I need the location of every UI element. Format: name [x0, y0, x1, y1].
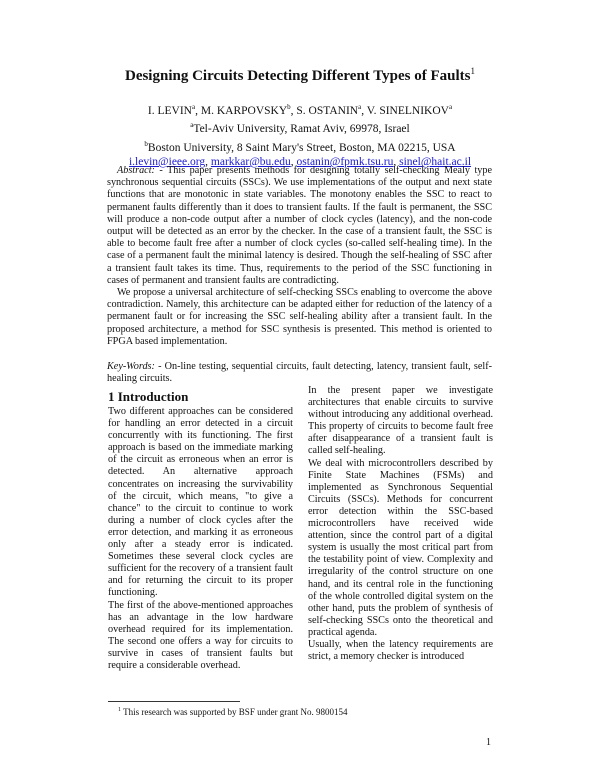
body-paragraph: Usually, when the latency requirements are strict, a memory checker is introduced — [308, 638, 493, 663]
abstract-paragraph: Abstract: - This paper presents methods for designing totally self-checking Mealy type synchronous sequential circuits (SSCs). We use implementations of the output and next state functions that are monotonic in state variables. The monotony enables the SSC to react to permanent faults differently than it does to transient faults. If the fault is permanent, the SSC will produce a non-code output after a number of clock cycles (latency), and the non-code output will be detected as an error by the checker. In the case of a transient fault, the SSC is able to become fault free after a number of clock cycles (so-called self-healing time). In the case of a permanent fault the minimal latency is desired. Though the self-healing of SSC after a transient fault takes its time. Thus, requirements to the period of the SSC functioning in cases of permanent and transient faults are contradicting. — [107, 165, 492, 286]
author-block — [0, 100, 600, 169]
email-link[interactable]: sinel@hait.ac.il — [399, 155, 472, 168]
right-column — [308, 385, 493, 663]
footnote-rule — [108, 701, 240, 702]
email-link[interactable]: ostanin@fpmk.tsu.ru — [296, 155, 394, 168]
section-heading: 1 Introduction — [108, 389, 189, 404]
body-paragraph: We deal with microcontrollers described by Finite State Machines (FSMs) and implemented as Synchronous Sequential Circuits (SSCs). Methods for concurrent error detection within the SSC-based microcontrollers have received wide attention, since the control part of a digital system is usually the most critical part from the testability point of view. Complexity and irregularity of the control structure on one hand, and its central role in the functioning of the whole controlled digital system on the other hand, puts the problem of synthesis of self-checking SSCs onto the theoretical and practical agenda. — [308, 457, 493, 638]
abstract-paragraph: We propose a universal architecture of self-checking SSCs enabling to overcome the above contradiction. Namely, this architecture can be adapted either for reduction of the latency of a permanent fault or for increasing the SSC self-healing ability after a transient fault. In the proposed architecture, a method for SSC synthesis is presented. This method is oriented to FPGA based implementation. — [107, 287, 492, 347]
body-paragraph: The first of the above-mentioned approaches has an advantage in the low hardware overhead required for its implementation. The second one offers a way for circuits to survive in cases of transient faults but require a considerable overhead. — [108, 599, 293, 671]
title-footnote-mark: 1 — [470, 66, 476, 76]
body-paragraph: In the present paper we investigate architectures that enable circuits to survive without introducing any additional overhead. This property of circuits to become fault free after disappearance of a transient fault is called self-healing. — [308, 385, 493, 457]
author-names: I. LEVIN$^a$, M. KARPOVSKY$^b$, S. OSTANIN$^a$, V. SINELNIKOV$^a$ — [147, 103, 453, 117]
paper-title: Designing Circuits Detecting Different Types of Faults$^1$ — [124, 66, 476, 84]
page-number: 1 — [486, 737, 491, 748]
affiliation-b: $^b$Boston University, 8 Saint Mary's Street, Boston, MA 02215, USA — [144, 139, 456, 154]
footnote: $^1$ This research was supported by BSF under grant No. 9800154 — [118, 707, 348, 717]
abstract — [107, 165, 492, 385]
keywords: Key-Words: - On-line testing, sequential circuits, fault detecting, latency, transient fault, self-healing circuits. — [107, 361, 492, 385]
author-emails: i.levin@ieee.org, markkar@bu.edu, ostanin@fpmk.tsu.ru, sinel@hait.ac.il — [128, 155, 472, 168]
affiliation-a: $^a$Tel-Aviv University, Ramat Aviv, 69978, Israel — [190, 121, 410, 136]
email-link[interactable]: i.levin@ieee.org — [128, 155, 206, 168]
body-paragraph: Two different approaches can be considered for handling an error detected in a circuit concurrently with its functioning. The first approach is based on the immediate marking of the circuit as erroneous when an error is detected. An alternative approach concentrates on increasing the survivability of the circuit, which means, "to give a chance" to the circuit to continue to work during a number of clock cycles after the error detection, and marking it as erroneous only after a steady error is indicated. Sometimes these several clock cycles are sufficient for the recovery of a transient fault and for returning the circuit to its proper functioning. — [108, 406, 293, 599]
left-column — [108, 389, 293, 672]
email-link[interactable]: markkar@bu.edu — [210, 155, 291, 168]
